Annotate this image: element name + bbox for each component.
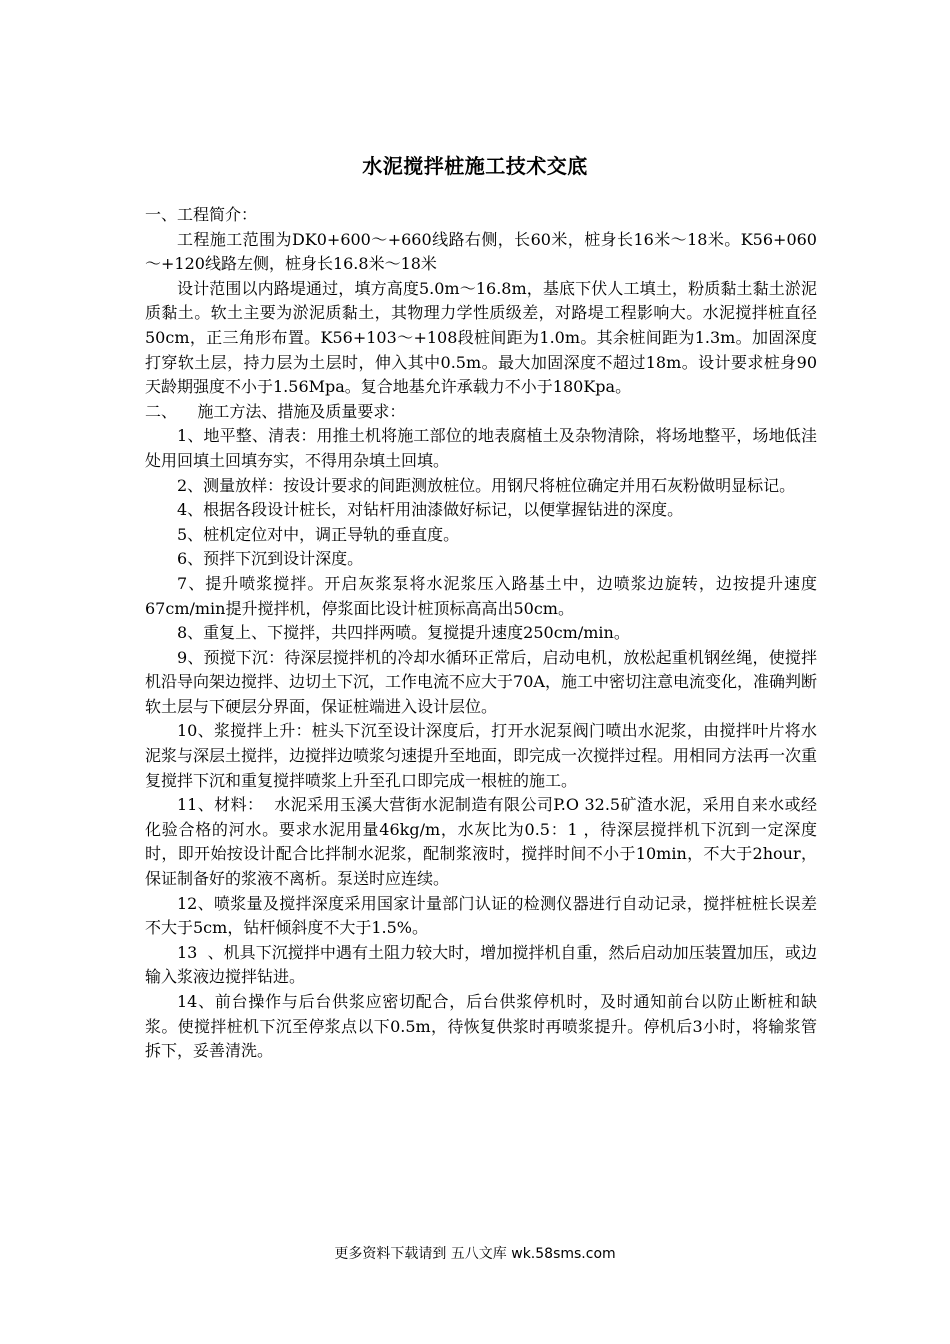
step-item: 8、重复上、下搅拌，共四拌两喷。复搅提升速度250cm/min。 <box>177 623 630 643</box>
step-item: 7、提升喷浆搅拌。开启灰浆泵将水泥浆压入路基土中，边喷浆边旋转，边按提升速度67cm/min提升搅拌机，停浆面比设计桩顶标高高出50cm。 <box>145 573 817 618</box>
step-item: 13 、机具下沉搅拌中遇有土阻力较大时，增加搅拌机自重，然后启动加压装置加压，或边输入浆液边搅拌钻进。 <box>145 942 817 987</box>
paragraph-scope: 工程施工范围为DK0+600～+660线路右侧，长60米，桩身长16米～18米。K56+060～+120线路左侧，桩身长16.8米～18米 <box>145 229 817 274</box>
step-item: 5、桩机定位对中，调正导轨的垂直度。 <box>177 524 460 544</box>
section-heading-2: 二、 施工方法、措施及质量要求： <box>145 401 406 421</box>
step-item: 11、材料： 水泥采用玉溪大营街水泥制造有限公司P.O 32.5矿渣水泥，采用自来水或经化验合格的河水。要求水泥用量46kg/m，水灰比为0.5：1 ，待深层搅拌机下沉到一定深度时，即开始按设计配合比拌制水泥浆，配制浆液时，搅拌时间不小于10min，不大于2hour，保证制备好的浆液不离析。泵送时应连续。 <box>145 795 817 889</box>
step-item: 14、前台操作与后台供浆应密切配合，后台供浆停机时，及时通知前台以防止断桩和缺浆。使搅拌桩机下沉至停浆点以下0.5m，待恢复供浆时再喷浆提升。停机后3小时，将输浆管拆下，妥善清洗。 <box>145 992 817 1061</box>
step-item: 9、预搅下沉：待深层搅拌机的冷却水循环正常后，启动电机，放松起重机钢丝绳，使搅拌机沿导向架边搅拌、边切土下沉，工作电流不应大于70A，施工中密切注意电流变化，准确判断软土层与下硬层分界面，保证桩端进入设计层位。 <box>145 647 817 716</box>
step-item: 4、根据各段设计桩长，对钻杆用油漆做好标记，以便掌握钻进的深度。 <box>177 500 684 520</box>
section-heading-1: 一、工程简介： <box>145 205 258 224</box>
step-item: 1、地平整、清表：用推土机将施工部位的地表腐植土及杂物清除，将场地整平，场地低洼处用回填土回填夯实，不得用杂填土回填。 <box>145 426 817 470</box>
step-item: 2、测量放样：按设计要求的间距测放桩位。用钢尺将桩位确定并用石灰粉做明显标记。 <box>177 475 796 495</box>
step-item: 10、浆搅拌上升：桩头下沉至设计深度后，打开水泥泵阀门喷出水泥浆，由搅拌叶片将水泥浆与深层土搅拌，边搅拌边喷浆匀速提升至地面，即完成一次搅拌过程。用相同方法再一次重复搅拌下沉和重复搅拌喷浆上升至孔口即完成一根桩的施工。 <box>145 721 818 790</box>
step-item: 6、预拌下沉到设计深度。 <box>177 549 364 569</box>
document-body <box>145 203 817 1064</box>
step-item: 12、喷浆量及搅拌深度采用国家计量部门认证的检测仪器进行自动记录，搅拌桩桩长误差不大于5cm，钻杆倾斜度不大于1.5%。 <box>145 893 817 938</box>
footer-link-text: 更多资料下载请到 五八文库 wk.58sms.com <box>334 1246 616 1262</box>
document-title: 水泥搅拌桩施工技术交底 <box>362 154 588 178</box>
paragraph-design: 设计范围以内路堤通过，填方高度5.0m～16.8m，基底下伏人工填土，粉质黏土黏土淤泥质黏土。软土主要为淤泥质黏土，其物理力学性质级差，对路堤工程影响大。水泥搅拌桩直径50cm，正三角形布置。K56+103～+108段桩间距为1.0m。其余桩间距为1.3m。加固深度打穿软土层，持力层为土层时，伸入其中0.5m。最大加固深度不超过18m。设计要求桩身90天龄期强度不小于1.56Mpa。复合地基允许承载力不小于180Kpa。 <box>145 278 817 397</box>
